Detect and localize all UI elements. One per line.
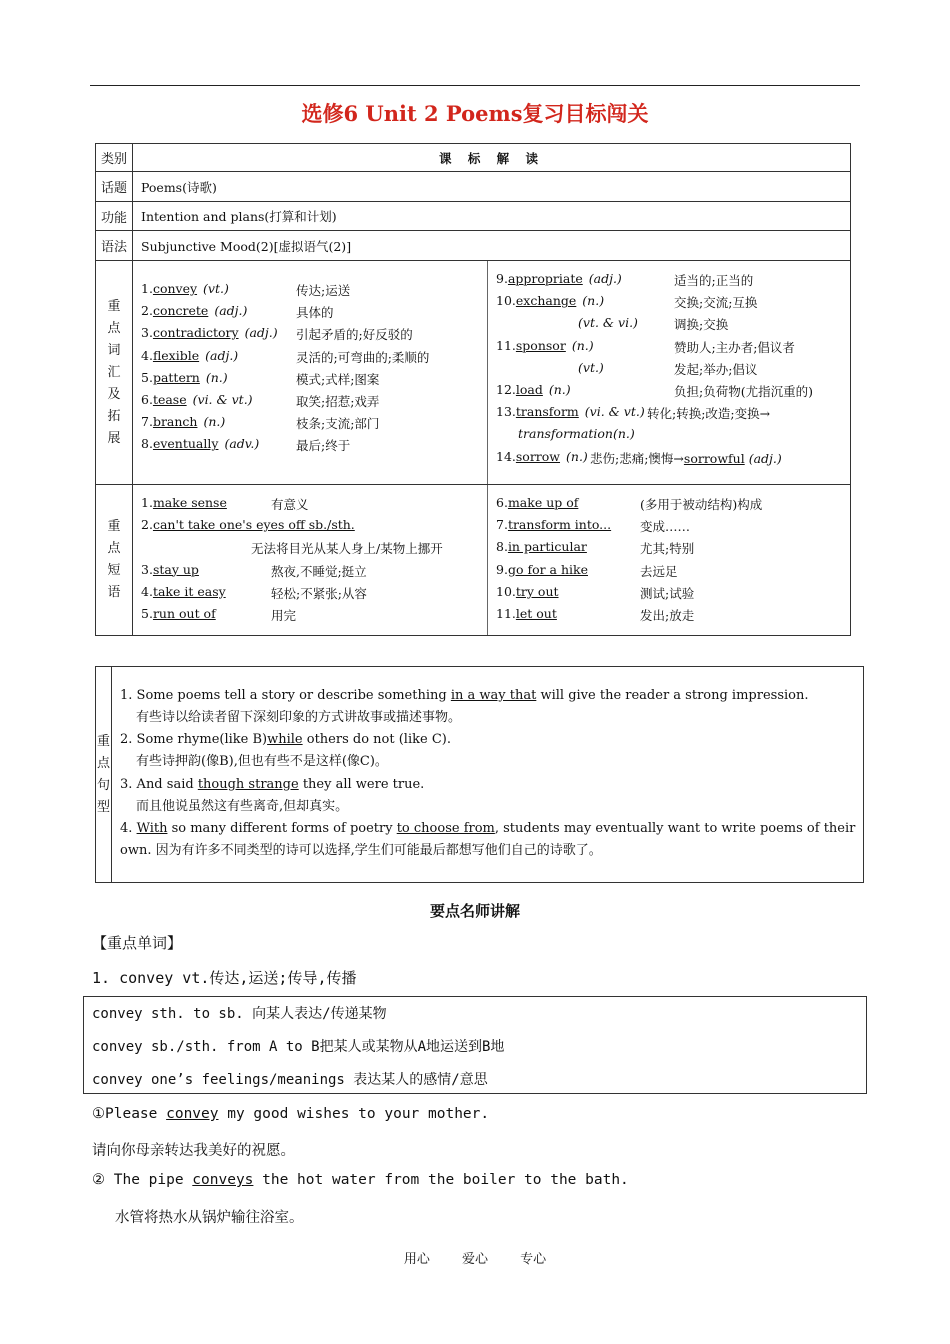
- phrase-meaning: 无法将目光从某人身上/某物上挪开: [251, 541, 443, 557]
- phrase-meaning: 发出;放走: [640, 608, 695, 623]
- sentence-2: 2. Some rhyme(like B)while others do not (like C).: [120, 732, 451, 748]
- phrase-number: 9.: [496, 561, 508, 577]
- header-content: 课 标 解 读: [133, 144, 851, 172]
- vocab-number: 8.: [141, 436, 153, 452]
- section-subtitle: 要点名师讲解: [429, 902, 520, 920]
- row-function-label: 功能: [96, 202, 133, 231]
- phrase-term: can't take one's eyes off sb./sth.: [152, 517, 355, 533]
- vocab-number: 12.: [496, 382, 516, 397]
- vocab-pos: (vt.): [203, 281, 229, 296]
- vocab-row: [518, 426, 635, 441]
- section-heading: 【重点单词】: [92, 934, 183, 952]
- label-char: 及: [107, 386, 121, 402]
- vocab-row: [141, 325, 278, 340]
- label-char: 点: [97, 755, 111, 771]
- word-entry: 1. convey vt.传达,运送;传导,传播: [92, 969, 357, 987]
- page-title: 选修6 Unit 2 Poems复习目标闯关: [301, 101, 649, 126]
- phrase-term: in particular: [507, 539, 587, 555]
- row-function-text: Intention and plans(打算和计划): [133, 202, 851, 231]
- phrase-term: make sense: [152, 495, 227, 510]
- vocab-pos: (adv.): [224, 436, 260, 452]
- phrase-term: go for a hike: [507, 561, 588, 577]
- vocab-term: sorrow: [515, 448, 561, 464]
- label-char: 词: [107, 342, 121, 358]
- usage-line: convey sth. to sb. 向某人表达/传递某物: [92, 1006, 387, 1022]
- vocab-meaning: 交换;交流;互换: [674, 295, 758, 311]
- phrase-row: [496, 495, 578, 510]
- phrase-row: [141, 584, 226, 599]
- sentence-1: 1. Some poems tell a story or describe something in a way that will give the reader a strong impression.: [120, 687, 809, 703]
- vocab-pos: (n.): [571, 337, 594, 353]
- vocab-row: [141, 303, 247, 318]
- label-char: 重: [97, 733, 111, 749]
- phrase-number: 8.: [496, 539, 508, 555]
- sentence-2-zh: 有些诗押韵(像B),但也有些不是这样(像C)。: [136, 754, 388, 770]
- vocab-term: exchange: [515, 293, 577, 309]
- vocab-meaning: 取笑;招惹;戏弄: [296, 394, 380, 409]
- phrase-row: [141, 517, 355, 532]
- phrase-label: [96, 485, 133, 636]
- label-char: 语: [107, 585, 121, 600]
- phrase-meaning: 熬夜,不睡觉;挺立: [271, 563, 367, 579]
- phrase-term: let out: [515, 606, 557, 621]
- vocab-term: appropriate: [507, 271, 583, 286]
- vocab-meaning: 传达;运送: [296, 283, 351, 298]
- vocab-number: 11.: [496, 337, 516, 353]
- example-1-zh: 请向你母亲转达我美好的祝愿。: [92, 1143, 295, 1159]
- vocab-pos: (n.): [566, 448, 588, 464]
- label-char: 句: [97, 777, 111, 793]
- label-char: 点: [107, 541, 121, 556]
- vocab-pos: (adj.): [588, 271, 622, 286]
- vocab-pos: transformation(n.): [518, 426, 635, 442]
- row-topic-label: 话题: [96, 172, 133, 202]
- vocab-term: branch: [152, 414, 198, 430]
- phrase-number: 3.: [141, 561, 153, 577]
- phrase-meaning: 变成……: [640, 519, 691, 535]
- label-char: 拓: [107, 408, 121, 424]
- phrase-row: [496, 606, 557, 621]
- sentence-table: [95, 666, 864, 883]
- vocab-number: 13.: [496, 404, 516, 420]
- header-category: 类别: [96, 144, 133, 172]
- vocab-term: load: [515, 382, 543, 397]
- label-char: 型: [97, 799, 111, 815]
- vocab-number: 7.: [141, 414, 153, 430]
- vocab-row: [496, 338, 594, 353]
- label-char: 重: [107, 298, 121, 314]
- sentence-4: 4. With so many different forms of poetry to choose from, students may eventually want to write poems of their: [120, 820, 856, 836]
- phrase-meaning: 测试;试验: [640, 585, 695, 601]
- vocab-row: [496, 271, 622, 286]
- row-grammar-label: 语法: [96, 231, 133, 261]
- row-topic-text: Poems(诗歌): [133, 172, 851, 202]
- header-rule: [90, 85, 860, 86]
- vocab-row: [141, 370, 228, 385]
- phrase-meaning: 去远足: [640, 563, 678, 579]
- vocab-row: [496, 404, 645, 419]
- sentence-1-zh: 有些诗以给读者留下深刻印象的方式讲故事或描述事物。: [136, 709, 462, 725]
- phrase-term: transform into...: [507, 517, 612, 533]
- example-2-zh: 水管将热水从锅炉输往浴室。: [115, 1210, 304, 1226]
- phrase-number: 4.: [141, 583, 153, 599]
- vocab-row: [496, 293, 604, 308]
- phrase-meaning: (多用于被动结构)构成: [640, 497, 763, 512]
- sentence-label: [96, 667, 112, 883]
- vocab-row: [141, 392, 253, 407]
- vocab-meaning: 枝条;支流;部门: [296, 416, 380, 432]
- vocab-row: [496, 449, 588, 464]
- vocab-term: pattern: [152, 369, 200, 385]
- vocab-term: tease: [152, 392, 187, 407]
- vocab-row: [578, 315, 638, 330]
- example-2: ② The pipe conveys the hot water from the boiler to the bath.: [92, 1172, 629, 1188]
- vocab-number: 5.: [141, 369, 153, 385]
- label-char: 重: [107, 519, 121, 534]
- vocab-right-column: [488, 261, 850, 484]
- phrase-number: 10.: [496, 583, 516, 599]
- phrase-meaning: 轻松;不紧张;从容: [271, 585, 367, 601]
- phrase-meaning: 用完: [271, 608, 297, 623]
- vocab-meaning: 引起矛盾的;好反驳的: [296, 327, 413, 343]
- phrase-number: 1.: [141, 495, 153, 510]
- vocab-number: 1.: [141, 281, 153, 296]
- phrase-number: 7.: [496, 517, 508, 533]
- vocab-number: 6.: [141, 392, 153, 407]
- vocab-term: transform: [515, 404, 579, 420]
- phrase-row: [496, 562, 588, 577]
- phrase-term: make up of: [507, 495, 579, 510]
- vocab-number: 3.: [141, 325, 153, 341]
- vocab-meaning: 模式;式样;图案: [296, 371, 380, 387]
- vocab-term: concrete: [152, 303, 209, 319]
- sentence-3-zh: 而且他说虽然这有些离奇,但却真实。: [136, 798, 349, 814]
- syllabus-table: [95, 143, 851, 636]
- phrase-meaning: 有意义: [271, 497, 309, 512]
- phrase-number: 5.: [141, 606, 153, 621]
- vocab-term: sponsor: [515, 337, 566, 353]
- phrase-row: [496, 584, 559, 599]
- phrase-term: run out of: [152, 606, 216, 621]
- vocab-number: 10.: [496, 293, 516, 309]
- label-char: 点: [107, 320, 121, 336]
- vocab-pos: (vi. & vt.): [192, 392, 253, 407]
- page-footer: 用心 爱心 专心: [403, 1252, 547, 1267]
- sentence-list: [112, 667, 864, 883]
- vocab-meaning: 调换;交换: [674, 317, 729, 333]
- vocab-meaning: 灵活的;可弯曲的;柔顺的: [296, 349, 430, 365]
- usage-box: [83, 996, 867, 1094]
- vocab-row: [141, 436, 259, 451]
- phrase-meaning: 尤其;特别: [640, 541, 695, 557]
- phrase-number: 6.: [496, 495, 508, 510]
- vocab-row: [141, 348, 238, 363]
- vocab-meaning: 适当的;正当的: [674, 273, 754, 288]
- phrase-row: [141, 606, 216, 621]
- vocab-row: [141, 281, 229, 296]
- usage-line: convey one’s feelings/meanings 表达某人的感情/意思: [92, 1072, 488, 1088]
- phrase-term: try out: [515, 583, 559, 599]
- phrase-row: [141, 495, 227, 510]
- vocab-meaning: 转化;转换;改造;变换→: [647, 406, 771, 422]
- vocab-pos: (n.): [205, 369, 228, 385]
- vocab-pos: (vi. & vt.): [584, 404, 645, 420]
- phrase-row: [496, 539, 587, 554]
- vocab-pos: (adj.): [214, 303, 248, 319]
- phrase-number: 11.: [496, 606, 516, 621]
- label-char: 展: [107, 430, 121, 446]
- vocab-meaning: 发起;举办;倡议: [674, 361, 758, 377]
- phrase-left-column: [133, 485, 488, 635]
- vocab-pos: (adj.): [748, 450, 782, 466]
- vocab-term: contradictory: [152, 325, 239, 341]
- usage-line: convey sb./sth. from A to B把某人或某物从A地运送到B地: [92, 1039, 505, 1055]
- vocab-term: convey: [152, 281, 198, 296]
- vocab-term: flexible: [152, 347, 200, 363]
- sentence-4-cont: own. 因为有许多不同类型的诗可以选择,学生们可能最后都想写他们自己的诗歌了。: [120, 843, 602, 859]
- phrase-term: take it easy: [152, 583, 226, 599]
- vocab-meaning: 最后;终于: [296, 438, 351, 454]
- vocab-row: [578, 360, 604, 375]
- phrase-number: 2.: [141, 517, 153, 533]
- vocab-number: 14.: [496, 448, 516, 464]
- phrase-right-column: [488, 485, 850, 635]
- phrase-row: [141, 562, 199, 577]
- vocab-meaning: 具体的: [296, 305, 334, 321]
- label-char: 汇: [107, 364, 121, 380]
- vocab-number: 2.: [141, 303, 153, 319]
- vocab-meaning: 赞助人;主办者;倡议者: [674, 339, 795, 355]
- vocab-pos: (n.): [548, 382, 571, 397]
- vocab-pos: (vt. & vi.): [578, 315, 638, 331]
- vocab-row: [496, 382, 571, 397]
- vocab-left-column: [133, 261, 488, 484]
- vocab-meaning: 悲伤;悲痛;懊悔→sorrowful (adj.): [590, 450, 782, 466]
- vocab-pos: (n.): [582, 293, 605, 309]
- vocab-pos: (adj.): [244, 325, 278, 341]
- phrase-row: [496, 517, 611, 532]
- vocab-number: 9.: [496, 271, 508, 286]
- vocab-row: [141, 414, 225, 429]
- vocab-pos: (adj.): [205, 347, 239, 363]
- vocab-term: sorrowful: [683, 450, 745, 466]
- vocab-term: eventually: [152, 436, 219, 452]
- vocab-number: 4.: [141, 347, 153, 363]
- row-grammar-text: Subjunctive Mood(2)[虚拟语气(2)]: [133, 231, 851, 261]
- sentence-3: 3. And said though strange they all were true.: [120, 776, 425, 792]
- phrase-term: stay up: [152, 561, 199, 577]
- example-1: ①Please convey my good wishes to your mother.: [92, 1106, 490, 1122]
- label-char: 短: [107, 563, 121, 578]
- vocab-pos: (n.): [203, 414, 226, 430]
- vocab-label: [96, 261, 133, 485]
- vocab-meaning: 负担;负荷物(尤指沉重的): [674, 384, 813, 399]
- vocab-pos: (vt.): [578, 359, 604, 375]
